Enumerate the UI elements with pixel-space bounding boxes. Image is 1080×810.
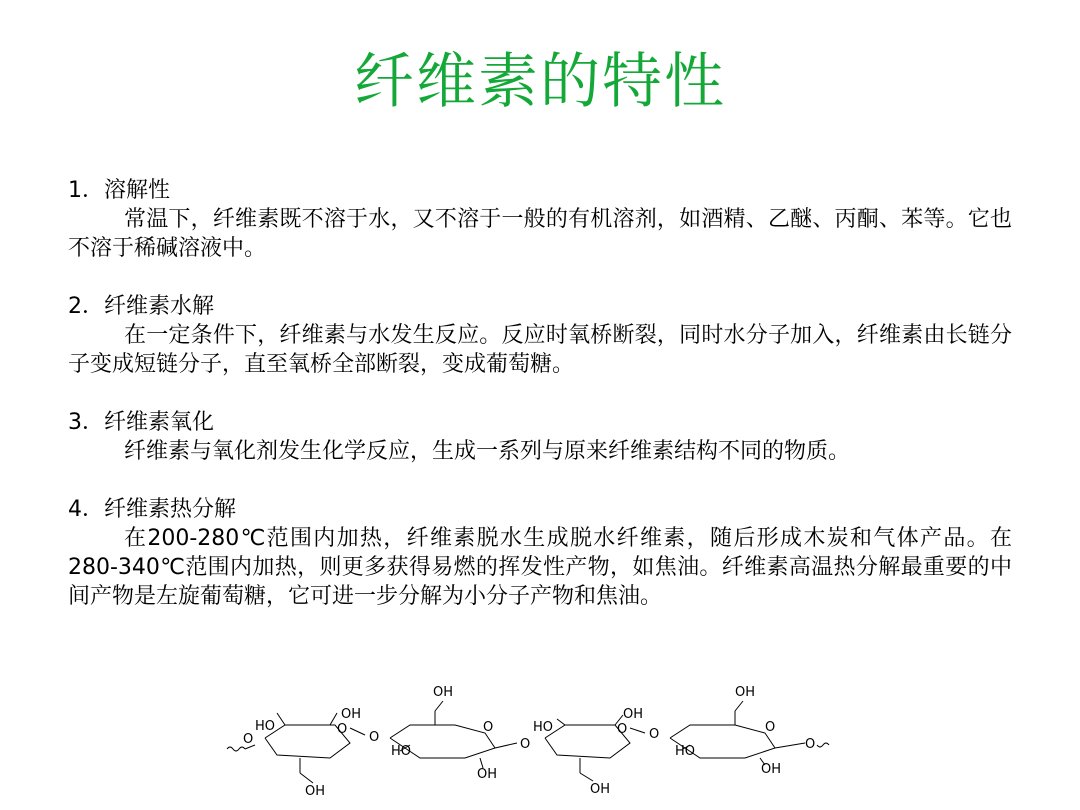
o-label: O — [337, 722, 348, 737]
chain-end-left — [227, 747, 245, 751]
slide-content — [68, 176, 1012, 640]
section-body: 在200-280℃范围内加热，纤维素脱水生成脱水纤维素，随后形成木炭和气体产品。在280-340℃范围内加热，则更多获得易燃的挥发性产物，如焦油。纤维素高温热分解最重要的中间产物是左旋葡萄糖，它可进一步分解为小分子产物和焦油。 — [68, 526, 1012, 609]
section-body: 常温下，纤维素既不溶于水，又不溶于一般的有机溶剂，如酒精、乙醚、丙酮、苯等。它也不溶于稀碱溶液中。 — [68, 207, 1012, 261]
chain-end-right — [817, 743, 829, 747]
o-label: O — [369, 730, 380, 745]
slide-title: 纤维素的特性 — [354, 47, 726, 117]
ho-label: HO — [255, 719, 276, 734]
section-hydrolysis — [68, 292, 1012, 379]
oh-label: OH — [761, 762, 782, 777]
section-heading: 1．溶解性 — [68, 178, 170, 203]
section-heading: 2．纤维素水解 — [68, 294, 214, 319]
oh-label: OH — [477, 767, 498, 782]
ho-label: HO — [533, 720, 554, 735]
ho-label: HO — [391, 744, 412, 759]
oh-label: OH — [623, 707, 644, 722]
o-label: O — [805, 737, 816, 752]
o-label: O — [765, 720, 776, 735]
section-oxidation — [68, 408, 1012, 466]
section-solubility — [68, 176, 1012, 263]
section-pyrolysis — [68, 495, 1012, 611]
o-label: O — [520, 737, 531, 752]
oh-label: OH — [735, 685, 756, 700]
o-label: O — [617, 722, 628, 737]
o-label: O — [243, 732, 254, 747]
section-body: 在一定条件下，纤维素与水发生反应。反应时氧桥断裂，同时水分子加入，纤维素由长链分子变成短链分子，直至氧桥全部断裂，变成葡萄糖。 — [68, 323, 1012, 377]
o-label: O — [649, 727, 660, 742]
cellulose-structure-diagram — [225, 683, 835, 803]
oh-label: OH — [433, 685, 454, 700]
oh-label: OH — [305, 784, 326, 799]
section-body: 纤维素与氧化剂发生化学反应，生成一系列与原来纤维素结构不同的物质。 — [124, 439, 851, 464]
o-label: O — [483, 720, 494, 735]
oh-label: OH — [341, 707, 362, 722]
ho-label: HO — [675, 744, 696, 759]
section-heading: 4．纤维素热分解 — [68, 497, 236, 522]
section-heading: 3．纤维素氧化 — [68, 410, 214, 435]
oh-label: OH — [590, 782, 611, 797]
